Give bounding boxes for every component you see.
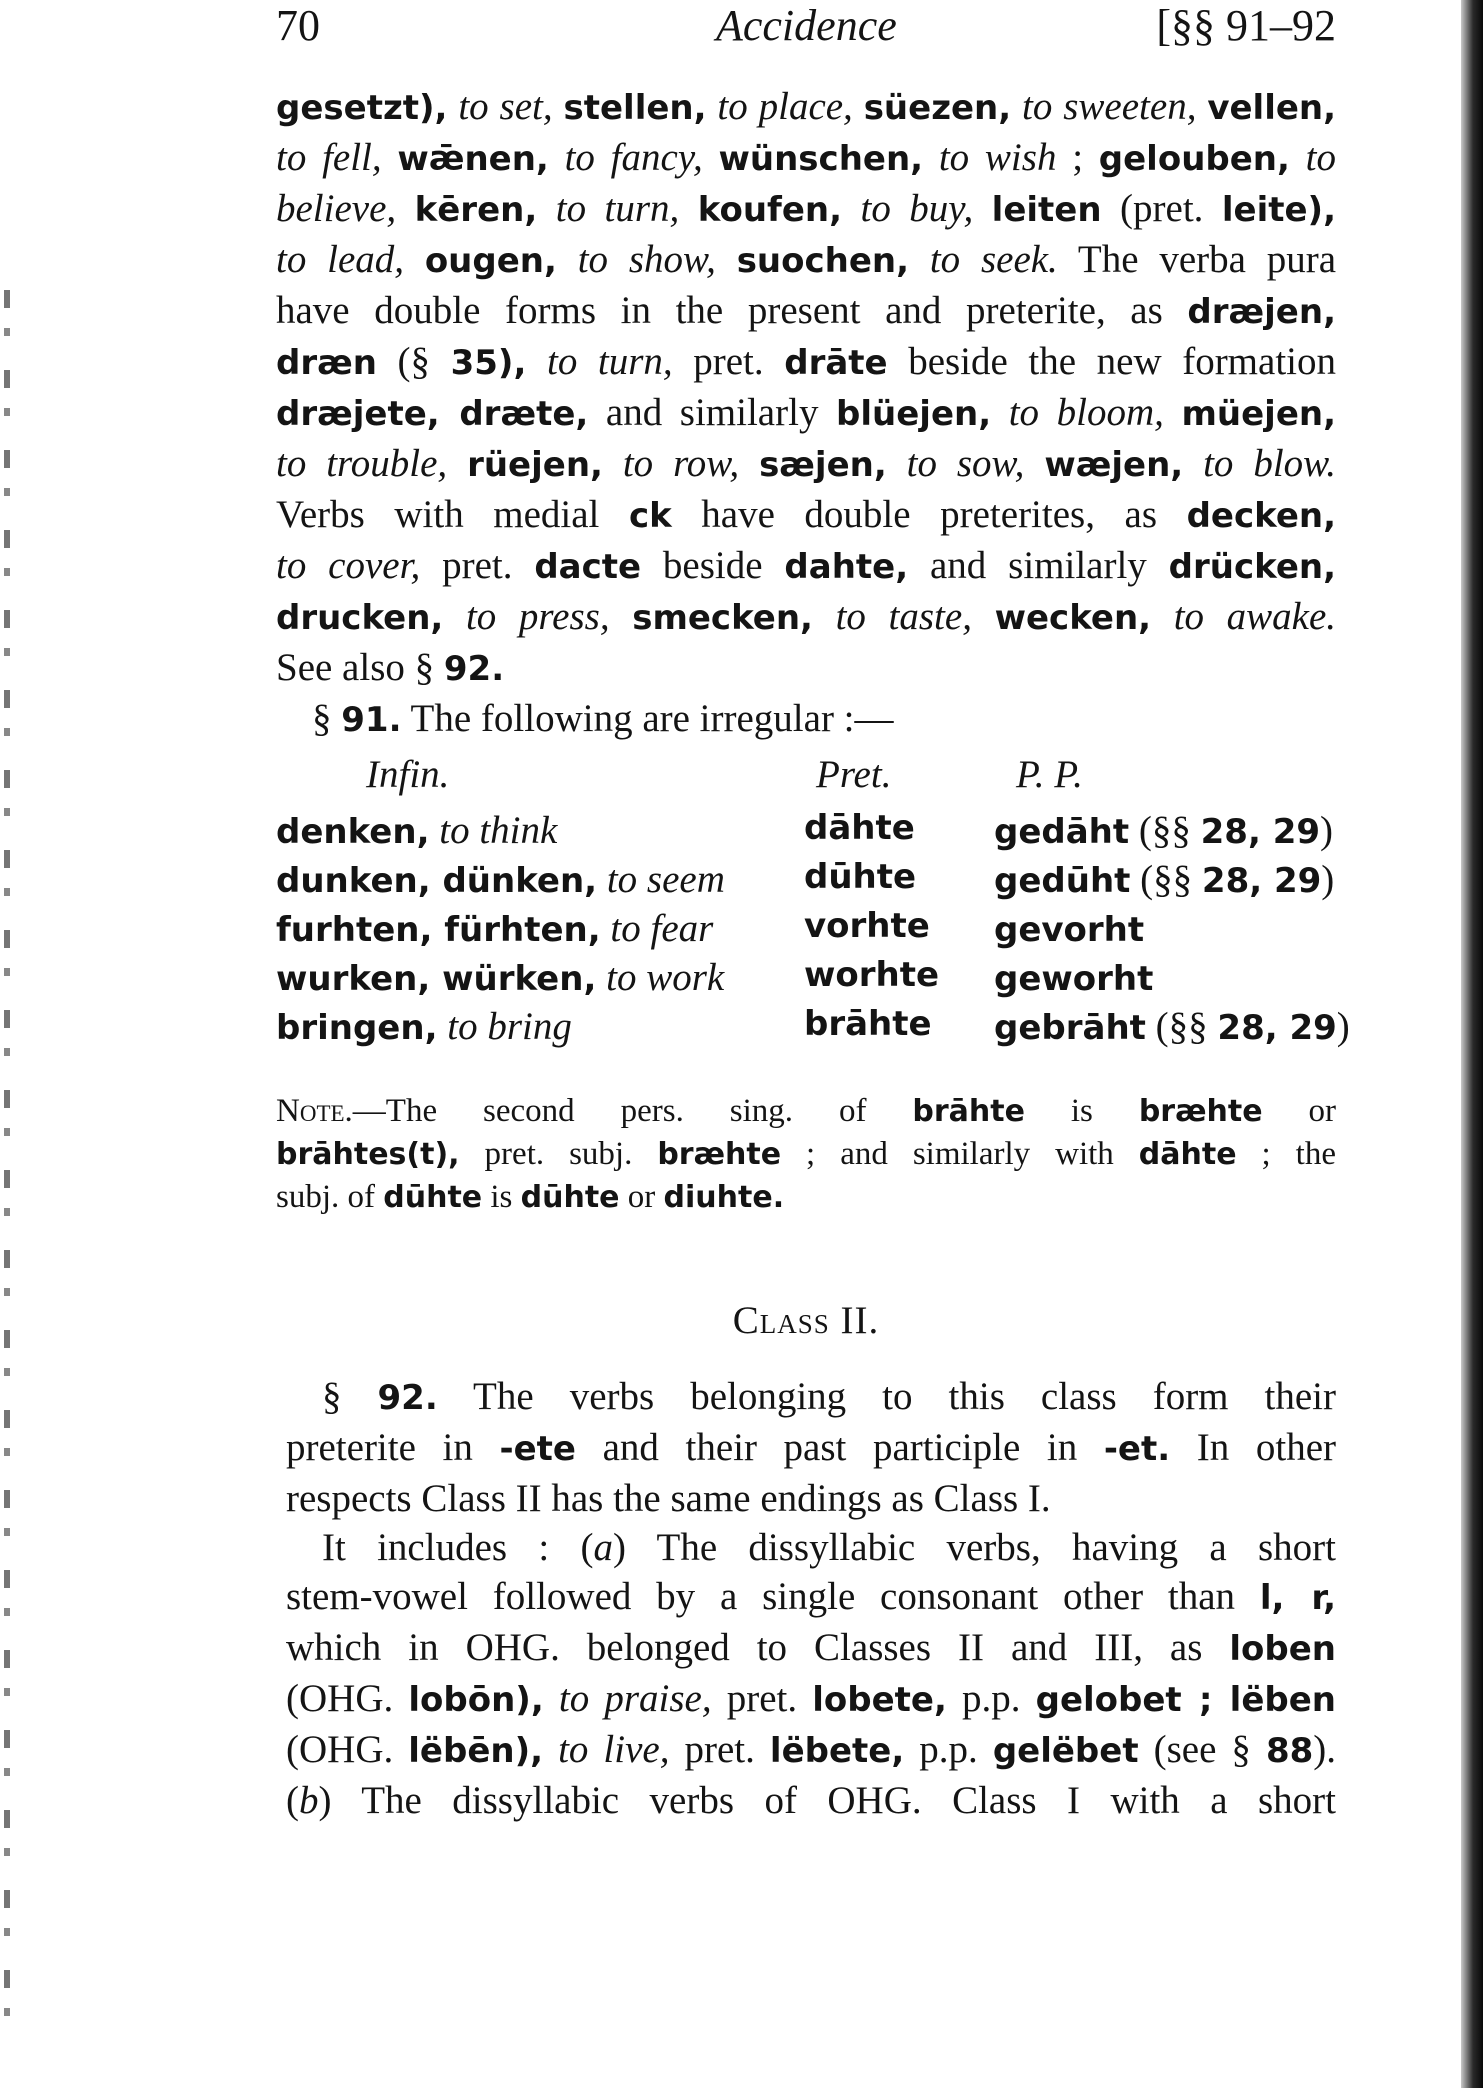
- italic-gloss: to lead,: [276, 238, 405, 281]
- cell-infin: [276, 808, 557, 853]
- cell-pret: dāhte: [804, 808, 915, 848]
- italic-gloss: to buy,: [860, 187, 974, 230]
- section-range: [§§ 91–92: [1156, 1, 1336, 50]
- note-paragraph: [276, 1090, 1336, 1219]
- text-line: to lead, ougen, to show, suochen, to seek. The verba pura: [276, 238, 1337, 281]
- bold-term: ck: [628, 496, 672, 536]
- italic-gloss: to fancy,: [564, 136, 703, 179]
- italic-gloss: to sow,: [906, 442, 1025, 485]
- italic-gloss: to row,: [622, 442, 740, 485]
- text-line: Verbs with medial ck have double preterites, as decken,: [276, 493, 1336, 536]
- running-title: Accidence: [716, 1, 897, 50]
- bold-term: loben: [1229, 1629, 1336, 1669]
- italic-gloss: to work: [606, 956, 725, 999]
- cell-pret: worhte: [804, 955, 940, 995]
- italic-gloss: to trouble,: [276, 442, 448, 485]
- bold-term: dræn: [276, 343, 377, 383]
- bold-term: brāhtes(t),: [276, 1137, 460, 1172]
- text-line: (OHG. lobōn), to praise, pret. lobete, p.p. gelobet ; lëben: [286, 1677, 1337, 1720]
- bold-term: 91.: [341, 700, 402, 740]
- bold-term: smecken,: [632, 598, 813, 638]
- bold-term: rüejen,: [467, 445, 603, 485]
- bold-term: drücken,: [1168, 547, 1337, 587]
- bold-term: koufen,: [697, 190, 843, 230]
- page-number: 70: [276, 1, 320, 50]
- bold-term: dacte: [534, 547, 642, 587]
- cell-infin: [276, 1004, 572, 1049]
- text-line: dræn (§ 35), to turn, pret. drāte beside the new formation: [276, 340, 1336, 383]
- paragraph-90-continued: [276, 82, 1336, 745]
- cell-pret: vorhte: [804, 906, 930, 946]
- bold-term: geworht: [994, 959, 1154, 999]
- bold-term: kēren,: [414, 190, 538, 230]
- italic-gloss: to seem: [606, 858, 725, 901]
- bold-term: dræjete, dræte,: [276, 394, 589, 434]
- bold-term: dāhte: [1138, 1137, 1237, 1172]
- bold-term: dūhte: [383, 1180, 483, 1215]
- italic-gloss: to think: [439, 809, 558, 852]
- cell-pp: gedūht (§§ 28, 29): [994, 858, 1335, 901]
- bold-term: wecken,: [994, 598, 1152, 638]
- italic-gloss: to blow.: [1203, 442, 1337, 485]
- italic-gloss: to cover,: [276, 544, 421, 587]
- bold-term: lobōn),: [408, 1680, 544, 1720]
- italic-gloss: to bloom,: [1008, 391, 1164, 434]
- cell-infin: [276, 857, 725, 902]
- bold-term: sæjen,: [759, 445, 887, 485]
- bold-term: bræhte: [657, 1137, 782, 1172]
- bold-term: -ete: [499, 1429, 576, 1469]
- bold-term: ougen,: [424, 241, 557, 281]
- text-line: to cover, pret. dacte beside dahte, and similarly drücken,: [276, 544, 1337, 587]
- italic-gloss: to fear: [610, 907, 714, 950]
- bold-term: wǣnen,: [397, 139, 549, 179]
- bold-term: -et.: [1103, 1429, 1171, 1469]
- col-header-pp: P. P.: [1016, 753, 1083, 796]
- note-line: brāhtes(t), pret. subj. bræhte ; and similarly with dāhte ; the: [276, 1136, 1336, 1172]
- table-row: [276, 955, 1336, 1004]
- bold-term: lëbēn),: [408, 1731, 544, 1771]
- bold-term: suochen,: [736, 241, 910, 281]
- col-header-pret: Pret.: [816, 753, 892, 796]
- text-line: It includes : (a) The dissyllabic verbs, having a short: [322, 1526, 1336, 1569]
- bold-term: leiten: [991, 190, 1102, 230]
- text-line: preterite in -ete and their past participle in -et. In other: [286, 1426, 1336, 1469]
- bold-term: bringen,: [276, 1008, 438, 1048]
- bold-term: blüejen,: [836, 394, 992, 434]
- cell-pret: dūhte: [804, 857, 917, 897]
- bold-term: gelëbet: [992, 1731, 1139, 1771]
- bold-term: müejen,: [1181, 394, 1337, 434]
- bold-term: 92.: [443, 649, 505, 689]
- italic-gloss: to show,: [577, 238, 716, 281]
- italic-gloss: to bring: [447, 1005, 572, 1048]
- text-line: [276, 439, 1336, 490]
- bold-term: denken,: [276, 812, 430, 852]
- text-line: stem-vowel followed by a single consonant other than l, r,: [286, 1575, 1337, 1618]
- table-row: [276, 808, 1336, 857]
- class-ii-heading: Class II.: [732, 1299, 880, 1342]
- italic-gloss: to seek.: [929, 238, 1058, 281]
- section-91-heading: § 91. The following are irregular :—: [312, 697, 894, 740]
- bold-term: gedāht: [994, 812, 1130, 852]
- bold-term: wæjen,: [1044, 445, 1184, 485]
- cell-infin: [276, 955, 724, 1000]
- cell-pp: [994, 906, 1144, 951]
- italic-gloss: to wish: [938, 136, 1057, 179]
- note-line: subj. of dūhte is dūhte or diuhte.: [276, 1179, 785, 1215]
- cell-pret: brāhte: [804, 1004, 932, 1044]
- cell-pp: gedāht (§§ 28, 29): [994, 809, 1334, 852]
- italic-gloss: to turn,: [555, 187, 680, 230]
- italic-gloss: to praise,: [558, 1677, 712, 1720]
- left-scan-edge: [4, 290, 10, 2050]
- italic-gloss: to turn,: [546, 340, 673, 383]
- bold-term: 28, 29: [1200, 812, 1321, 852]
- cell-pp: [994, 955, 1153, 1000]
- italic-gloss: to awake.: [1173, 595, 1337, 638]
- bold-term: furhten, fürhten,: [276, 910, 601, 950]
- italic-gloss: believe,: [276, 187, 397, 230]
- italic-gloss: to set,: [458, 85, 553, 128]
- italic-gloss: a: [593, 1526, 613, 1569]
- italic-gloss: to: [1305, 136, 1337, 179]
- bold-term: vellen,: [1207, 88, 1337, 128]
- bold-term: bræhte: [1138, 1094, 1263, 1129]
- bold-term: lëbete,: [769, 1731, 905, 1771]
- bold-term: drucken,: [276, 598, 444, 638]
- right-scan-edge: [1461, 0, 1483, 2088]
- small-caps-text: Note.: [276, 1093, 353, 1129]
- text-line: § 92. The verbs belonging to this class form their: [322, 1375, 1337, 1418]
- italic-gloss: to sweeten,: [1022, 85, 1197, 128]
- table-row: [276, 906, 1336, 955]
- italic-gloss: to fell,: [276, 136, 382, 179]
- bold-term: gelouben,: [1098, 139, 1290, 179]
- bold-term: dræjen,: [1187, 292, 1336, 332]
- bold-term: 28, 29: [1201, 861, 1322, 901]
- text-line: to fell, wǣnen, to fancy, wünschen, to wish ; gelouben, to: [276, 136, 1337, 179]
- bold-term: gelobet ; lëben: [1035, 1680, 1337, 1720]
- bold-term: gebrāht: [994, 1008, 1146, 1048]
- bold-term: wünschen,: [718, 139, 924, 179]
- bold-term: süezen,: [863, 88, 1012, 128]
- bold-term: gevorht: [994, 910, 1145, 950]
- bold-term: 88: [1265, 1731, 1314, 1771]
- italic-gloss: to taste,: [835, 595, 972, 638]
- bold-term: dahte,: [784, 547, 909, 587]
- paragraph-92: [286, 1372, 1336, 1825]
- table-row: [276, 1004, 1350, 1053]
- text-line: have double forms in the present and preterite, as dræjen,: [276, 289, 1336, 332]
- bold-term: gesetzt),: [276, 88, 448, 128]
- italic-gloss: to live,: [558, 1728, 670, 1771]
- text-line: dræjete, dræte, and similarly blüejen, to bloom, müejen,: [276, 391, 1337, 434]
- italic-gloss: to press,: [465, 595, 610, 638]
- bold-term: wurken, würken,: [276, 959, 597, 999]
- bold-term: brāhte: [912, 1094, 1025, 1129]
- bold-term: diuhte.: [663, 1180, 785, 1215]
- text-line: respects Class II has the same endings as Class I.: [286, 1477, 1051, 1520]
- italic-gloss: b: [299, 1779, 319, 1822]
- cell-pp: gebrāht (§§ 28, 29): [994, 1005, 1350, 1048]
- bold-term: l, r,: [1259, 1578, 1337, 1618]
- note-line: Note.—The second pers. sing. of brāhte is bræhte or: [276, 1093, 1336, 1129]
- bold-term: dūhte: [520, 1180, 620, 1215]
- table-header: [276, 752, 1336, 808]
- text-line: (OHG. lëbēn), to live, pret. lëbete, p.p. gelëbet (see § 88).: [286, 1728, 1337, 1771]
- bold-term: dunken, dünken,: [276, 861, 598, 901]
- table-row: [276, 857, 1336, 906]
- text-line: which in OHG. belonged to Classes II and III, as loben: [286, 1626, 1336, 1669]
- bold-term: lobete,: [812, 1680, 947, 1720]
- text-line: [276, 82, 1336, 133]
- italic-gloss: to place,: [717, 85, 853, 128]
- bold-term: drāte: [784, 343, 888, 383]
- irregular-verbs-table: [276, 752, 1350, 1053]
- bold-term: decken,: [1186, 496, 1336, 536]
- cell-infin: [276, 906, 713, 951]
- bold-term: 92.: [377, 1378, 438, 1418]
- bold-term: gedūht: [994, 861, 1131, 901]
- text-line: believe, kēren, to turn, koufen, to buy, leiten (pret. leite),: [276, 187, 1337, 230]
- col-header-infin: Infin.: [366, 753, 450, 796]
- bold-term: 28, 29: [1217, 1008, 1337, 1048]
- text-line: [276, 592, 1336, 643]
- text-line: See also § 92.: [276, 646, 505, 689]
- bold-term: 35),: [450, 343, 527, 383]
- text-line: (b) The dissyllabic verbs of OHG. Class I with a short: [286, 1779, 1336, 1822]
- bold-term: leite),: [1221, 190, 1337, 230]
- running-header: [276, 0, 1336, 50]
- bold-term: stellen,: [563, 88, 707, 128]
